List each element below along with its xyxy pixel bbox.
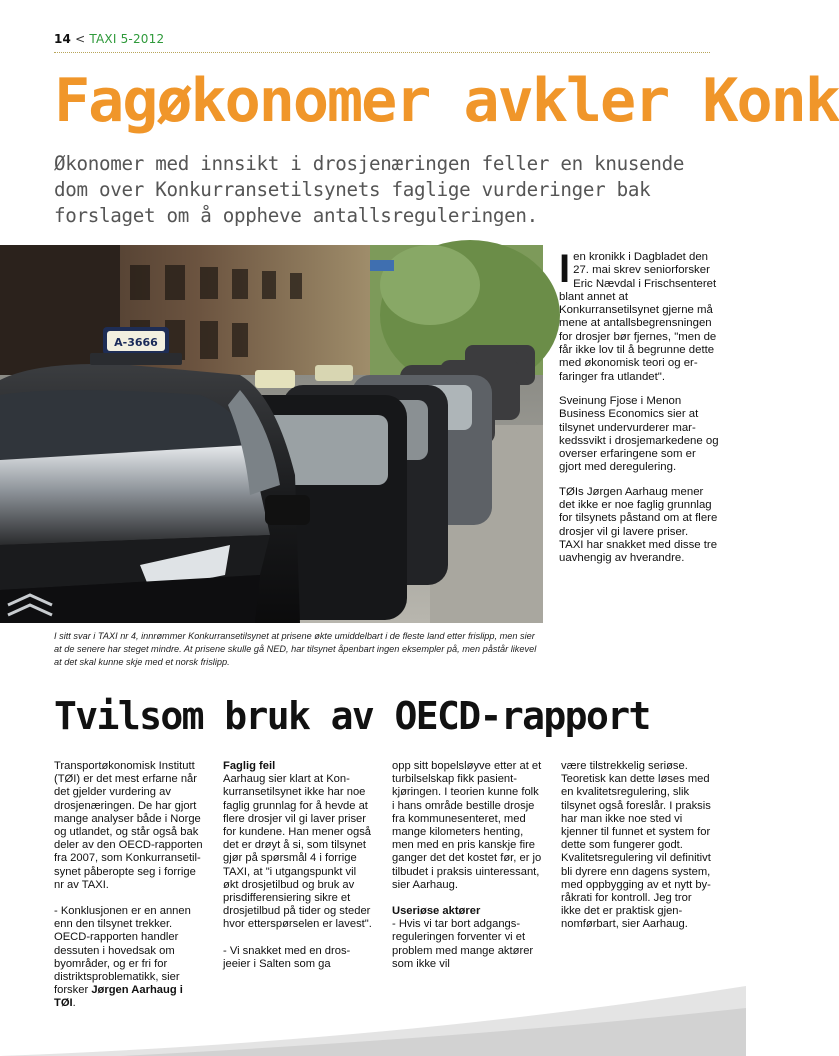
section-heading: Tvilsom bruk av OECD-rapport	[54, 694, 650, 738]
page-corner-swoosh	[0, 986, 746, 1056]
body-paragraph-end: .	[72, 997, 76, 1010]
body-paragraph: være tilstrekkelig seriøse. Teoretisk kan dette løses med en kvalitetsregulering, slik tilsynet også foreslår. I praksis har man ikke noe sted vi kjenner til funnet et system for dette som fungerer godt. Kvalitetsregulering vil definitivt bli dyrere enn dagens system, med oppbygging av et nytt byråkrati for kontroll. Jeg tror ikke det er praktisk gjennomførbart, sier Aarhaug.	[561, 760, 711, 931]
body-paragraph-text: - Konklusjonen er en annen enn den tilsynet trekker. OECD-rapporten handler dessuten i hovedsak om byområder, og er fri for distriktsproblematikk, sier forsker	[54, 905, 191, 997]
body-paragraph: opp sitt bopelsløyve etter at et turbilselskap fikk pasientkjøringen. I teorien kunne folk i hans område bestille drosje fra kommunesenteret, med mange kilometers henting, men med en pris kanskje fire ganger det det kostet før, er jo tilbudet i praksis uinteressant, sier Aarhaug.	[392, 760, 542, 891]
subsection-heading: Faglig feil	[223, 760, 276, 772]
header-divider	[54, 52, 710, 53]
page-number: 14	[54, 32, 72, 46]
body-paragraph: Transportøkonomisk Institutt (TØI) er det mest erfarne når det gjelder vurdering av drosjenæringen. De har gjort mange analyser både i Norge og utlandet, og står også bak deler av den OECD-rapporten fra 2007, som Konkurransetilsynet påberopte seg i forrige nr av TAXI.	[54, 760, 203, 891]
body-paragraph	[223, 760, 373, 932]
sidebar-paragraph-3b: TAXI har snakket med disse tre uavhengig av hverandre.	[559, 538, 718, 565]
header-separator: <	[75, 32, 86, 46]
taxi-queue-photo	[0, 245, 543, 623]
sidebar-paragraph-2: Sveinung Fjose i Menon Business Economics sier at tilsynet undervurderer markedssvikt i drosjemarkedene og overser erfaringene som er gjort med deregulering.	[559, 394, 719, 474]
body-column-2	[223, 760, 373, 984]
body-column-3	[392, 760, 542, 984]
drop-cap: I	[559, 247, 571, 291]
body-column-4	[561, 760, 711, 945]
article-lead: Økonomer med innsikt i drosjenæringen feller en knusende dom over Konkurransetilsynets faglige vurderinger bak forslaget om å oppheve antallsreguleringen.	[54, 152, 685, 227]
sidebar-paragraph-3a: TØIs Jørgen Aarhaug mener det ikke er noe faglig grunnlag for tilsynets påstand om at flere drosjer vil gi lavere priser.	[559, 485, 718, 538]
magazine-issue: TAXI 5-2012	[89, 32, 165, 46]
body-column-1	[54, 760, 204, 1024]
sidebar-paragraph-1-text: en kronikk i Dagbladet den 27. mai skrev seniorforsker Eric Nævdal i Frischsenteret blant annet at Konkurransetilsynet gjerne må mene at antallsbegrensningen for drosjer bør fjernes, "men de får ikke lov til å begrunne dette med økonomisk teori og erfaringer fra utlandet".	[559, 251, 717, 383]
sidebar-text	[559, 247, 719, 577]
roof-sign-plate: A-3666	[114, 336, 158, 349]
page-header	[54, 32, 164, 46]
sidebar-paragraph-1	[559, 247, 719, 384]
article-headline: Fagøkonomer avkler Konk	[54, 66, 839, 136]
bold-name: Jørgen Aarhaug i TØI	[54, 984, 183, 1010]
body-paragraph-text: - Hvis vi tar bort adgangsreguleringen forventer vi et problem med mange aktører som ikke vil	[392, 918, 534, 970]
sidebar-paragraph-3	[559, 486, 719, 566]
body-paragraph-text: Aarhaug sier klart at Konkurransetilsynet ikke har noe faglig grunnlag for å hevde at flere drosjer vil gi laver priser for kundene. Han mener også det er drøyt å si, som tilsynet gjør på spørsmål 4 i forrige TAXI, at "i utgangspunkt vil økt drosjetilbud og bruk av prisdifferensiering sikre et drosjetilbud på tider og steder hvor etterspørselen er lavest".	[223, 773, 372, 931]
subsection-heading: Useriøse aktører	[392, 905, 481, 918]
photo-caption: I sitt svar i TAXI nr 4, innrømmer Konkurransetilsynet at prisene økte umiddelbart i de fleste land etter frislipp, men sier at de senere har steget mindre. At prisene skulle gå NED, har tilsynet åpenbart ingen eksempler på, men påstår likevel at det skal kunne skje med et norsk frislipp.	[54, 631, 537, 667]
body-paragraph	[392, 905, 542, 971]
body-paragraph: - Vi snakket med en drosjeeier i Salten som ga	[223, 944, 351, 970]
